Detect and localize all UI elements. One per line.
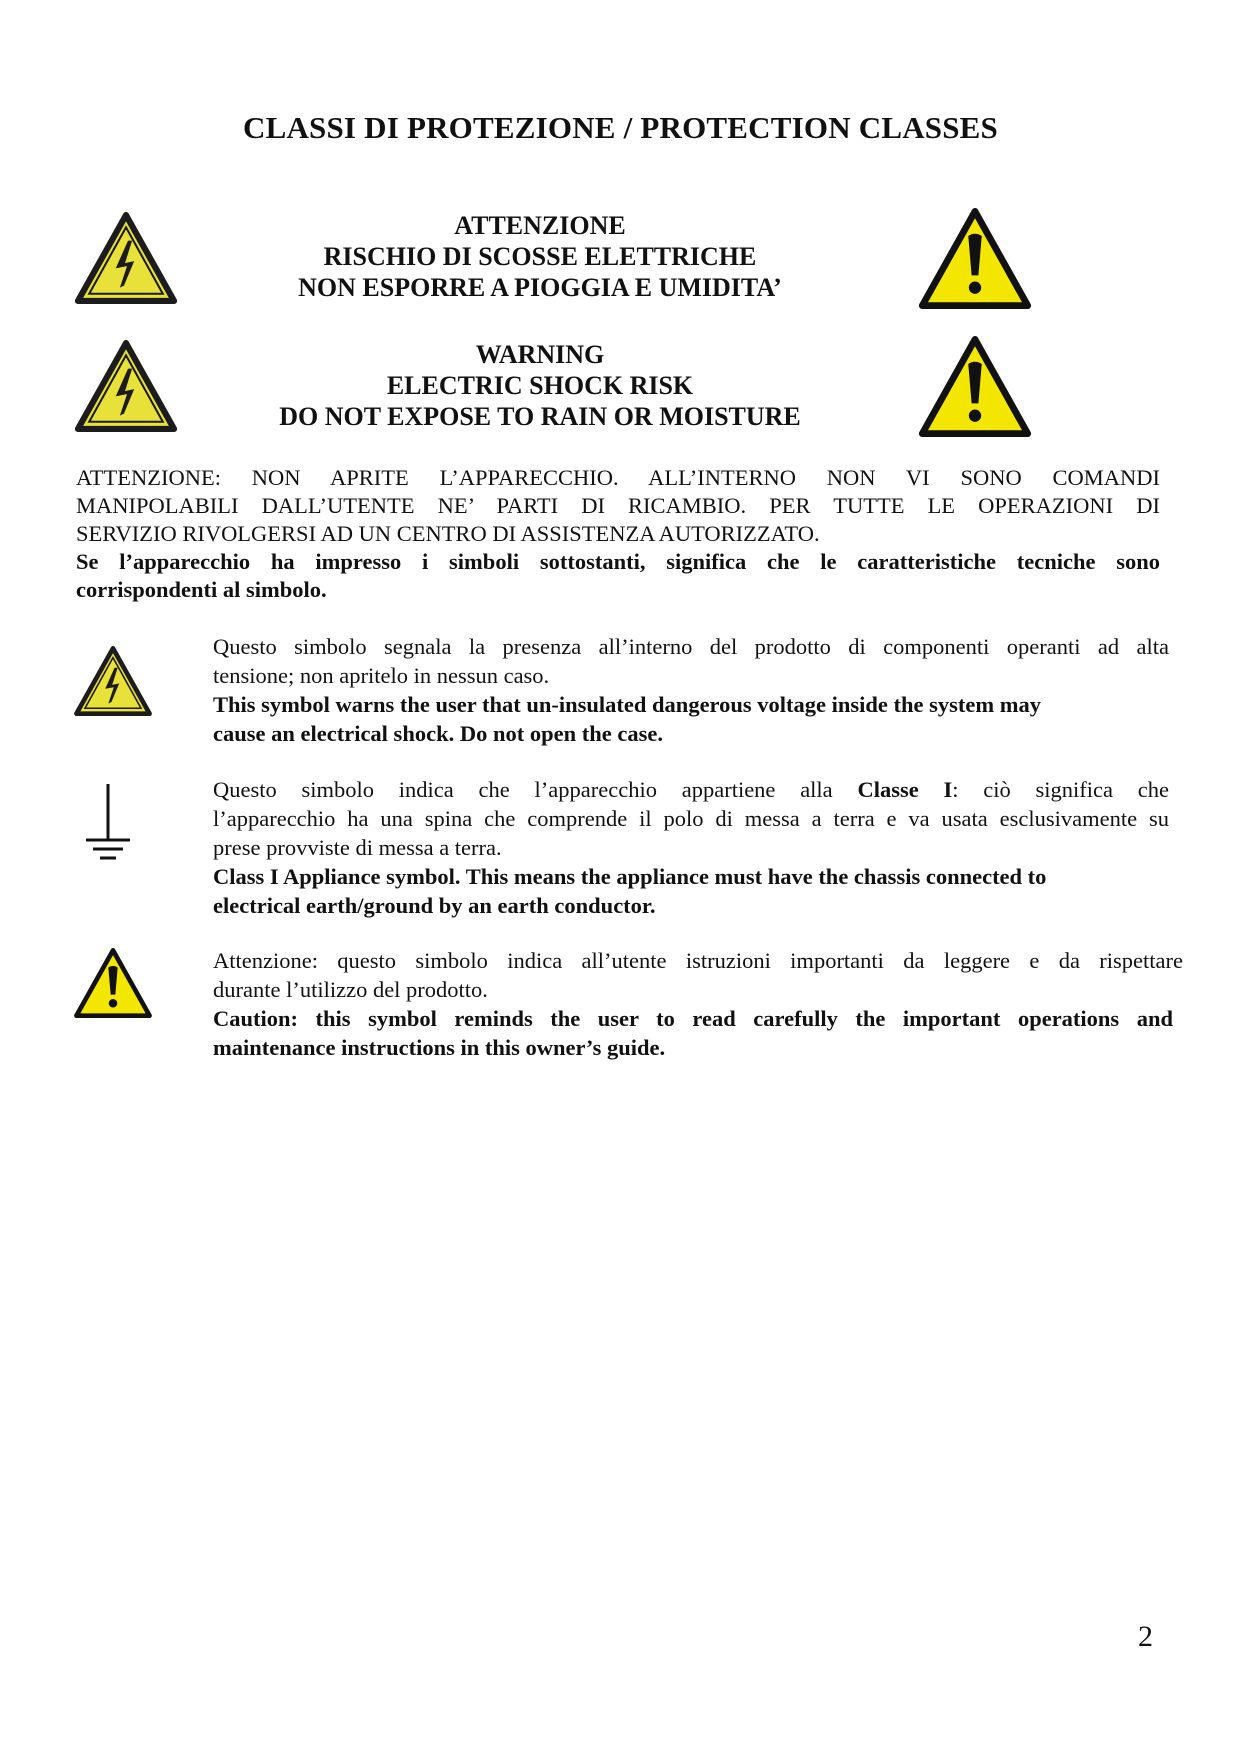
warning-en-line1: WARNING xyxy=(475,340,605,369)
symbol-text-it: tensione; non apritelo in nessun caso. xyxy=(213,663,550,688)
high-voltage-warning-icon xyxy=(74,212,178,304)
symbol-text-en: Class I Appliance symbol. This means the appliance must have the chassis connected to xyxy=(213,864,1047,889)
symbol-text-it xyxy=(213,775,1169,804)
notice-bold-line: Se l’apparecchio ha impresso i simboli sottostanti, significa che le caratteristiche tecniche sono xyxy=(76,549,1160,574)
symbol-text-it: Questo simbolo segnala la presenza all’interno del prodotto di componenti operanti ad alta xyxy=(213,634,1169,659)
symbol-text-en: Caution: this symbol reminds the user to read carefully the important operations and xyxy=(213,1006,1173,1031)
symbol-description-ground xyxy=(213,775,1169,920)
symbol-text-it: l’apparecchio ha una spina che comprende il polo di messa a terra e va usata esclusivamente su xyxy=(213,806,1169,831)
warning-en-line2: ELECTRIC SHOCK RISK xyxy=(386,371,694,400)
notice-bold-line: corrispondenti al simbolo. xyxy=(76,577,327,602)
symbol-text-it-part: : ciò significa che xyxy=(952,777,1169,802)
notice-paragraph xyxy=(76,464,1160,604)
symbol-description-caution xyxy=(213,946,1183,1062)
earth-ground-icon xyxy=(80,782,136,862)
exclamation-warning-icon xyxy=(918,336,1032,437)
notice-line: ATTENZIONE: NON APRITE L’APPARECCHIO. ALL’INTERNO NON VI SONO COMANDI xyxy=(76,465,1160,490)
symbol-text-en: cause an electrical shock. Do not open the case. xyxy=(213,721,663,746)
warning-it-line1: ATTENZIONE xyxy=(454,211,626,240)
symbol-text-it: Attenzione: questo simbolo indica all’utente istruzioni importanti da leggere e da rispettare xyxy=(213,948,1183,973)
high-voltage-warning-icon xyxy=(74,646,152,716)
symbol-text-en: This symbol warns the user that un-insulated dangerous voltage inside the system may xyxy=(213,692,1042,717)
notice-line: MANIPOLABILI DALL’UTENTE NE’ PARTI DI RICAMBIO. PER TUTTE LE OPERAZIONI DI xyxy=(76,493,1160,518)
symbol-text-it-part: Questo simbolo indica che l’apparecchio appartiene alla xyxy=(213,777,833,802)
warning-en-line3: DO NOT EXPOSE TO RAIN OR MOISTURE xyxy=(279,402,801,431)
page-number: 2 xyxy=(1138,1620,1153,1653)
symbol-description-voltage xyxy=(213,632,1169,748)
notice-line: SERVIZIO RIVOLGERSI AD UN CENTRO DI ASSISTENZA AUTORIZZATO. xyxy=(76,521,820,546)
exclamation-warning-icon xyxy=(918,208,1032,309)
page-title: CLASSI DI PROTEZIONE / PROTECTION CLASSES xyxy=(243,110,998,145)
warning-it-block xyxy=(240,210,840,303)
warning-it-line2: RISCHIO DI SCOSSE ELETTRICHE xyxy=(323,242,757,271)
warning-it-line3: NON ESPORRE A PIOGGIA E UMIDITA’ xyxy=(298,273,782,302)
caution-exclamation-icon xyxy=(74,948,152,1018)
symbol-text-en: electrical earth/ground by an earth conductor. xyxy=(213,893,656,918)
symbol-text-it: durante l’utilizzo del prodotto. xyxy=(213,977,488,1002)
high-voltage-warning-icon xyxy=(74,340,178,432)
symbol-text-it: prese provviste di messa a terra. xyxy=(213,835,502,860)
class-label: Classe I xyxy=(857,777,953,802)
symbol-text-en: maintenance instructions in this owner’s guide. xyxy=(213,1035,666,1060)
warning-en-block xyxy=(240,339,840,432)
